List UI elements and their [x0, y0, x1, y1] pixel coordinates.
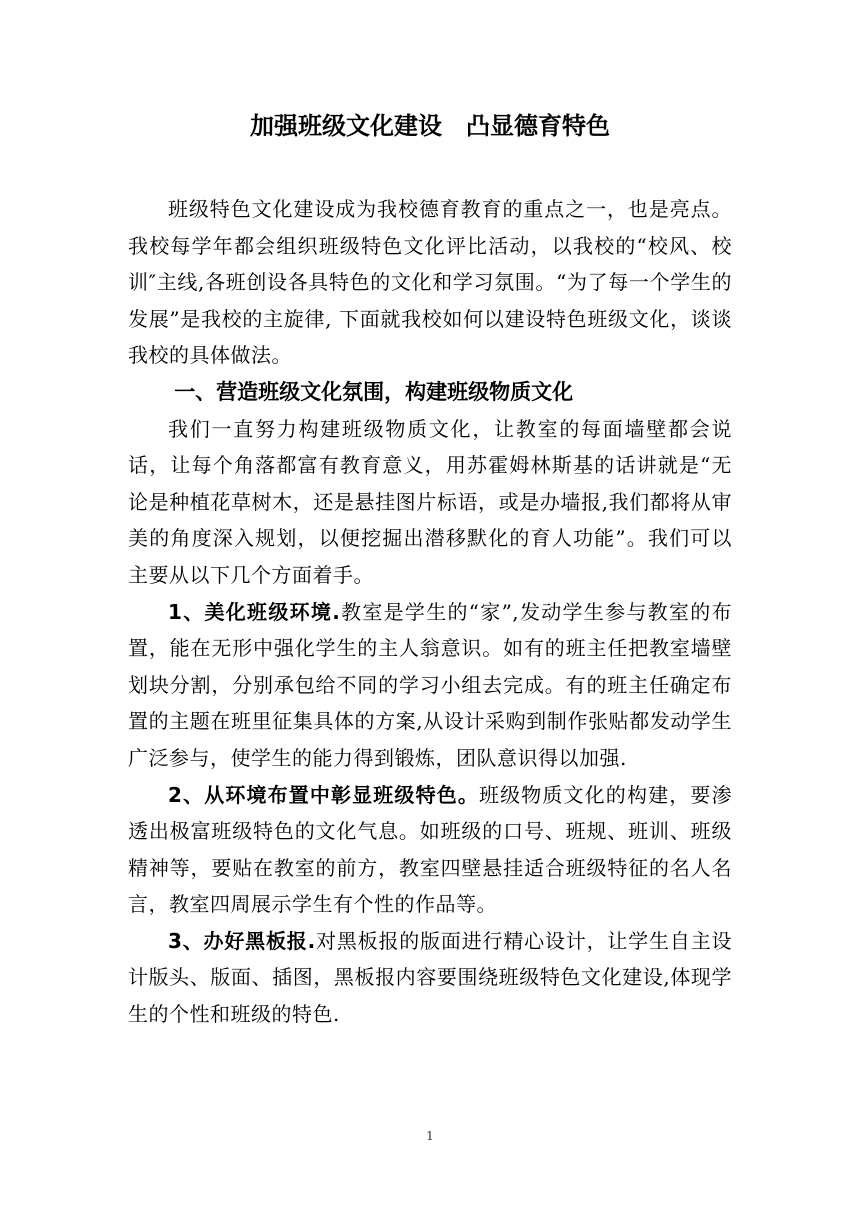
item-text: 班级物质文化的构建，要渗透出极富班级特色的文化气息。如班级的口号、班规、班训、班级精神等，要贴在教室的前方，教室四壁悬挂适合班级特征的名人名言，教室四周展示学生有个性的作品等。: [128, 782, 732, 917]
document-title: 加强班级文化建设 凸显德育特色: [250, 112, 610, 140]
list-item: [128, 923, 732, 1033]
item-lead: 1、美化班级环境.: [168, 599, 341, 624]
list-item: [128, 594, 732, 777]
item-lead: 3、办好黑板报.: [168, 928, 316, 953]
item-text: 教室是学生的“家”,发动学生参与教室的布置，能在无形中强化学生的主人翁意识。如有的班主任把教室墙壁划块分割，分别承包给不同的学习小组去完成。有的班主任确定布置的主题在班里征集具体的方案,从设计采购到制作张贴都发动学生广泛参与，使学生的能力得到锻炼，团队意识得以加强.: [128, 599, 733, 770]
item-text: 对黑板报的版面进行精心设计，让学生自主设计版头、版面、插图，黑板报内容要围绕班级特色文化建设,体现学生的个性和班级的特色.: [128, 928, 733, 1027]
intro-paragraph: 班级特色文化建设成为我校德育教育的重点之一，也是亮点。我校每学年都会组织班级特色文化评比活动，以我校的“校风、校训″主线,各班创设各具特色的文化和学习氛围。“为了每一个学生的发展”是我校的主旋律, 下面就我校如何以建设特色班级文化，谈谈我校的具体做法。: [128, 197, 732, 368]
page-number: 1: [426, 1129, 434, 1143]
document-body: [128, 191, 732, 1033]
section-intro-paragraph: 我们一直努力构建班级物质文化，让教室的每面墙壁都会说话，让每个角落都富有教育意义，用苏霍姆林斯基的话讲就是“无论是种植花草树木，还是悬挂图片标语，或是办墙报,我们都将从审美的角度深入规划，以便挖掘出潜移默化的育人功能”。我们可以主要从以下几个方面着手。: [128, 416, 732, 587]
list-item: [128, 777, 732, 923]
item-lead: 2、从环境布置中彰显班级特色。: [168, 782, 479, 807]
section-heading: 一、营造班级文化氛围，构建班级物质文化: [174, 379, 574, 404]
